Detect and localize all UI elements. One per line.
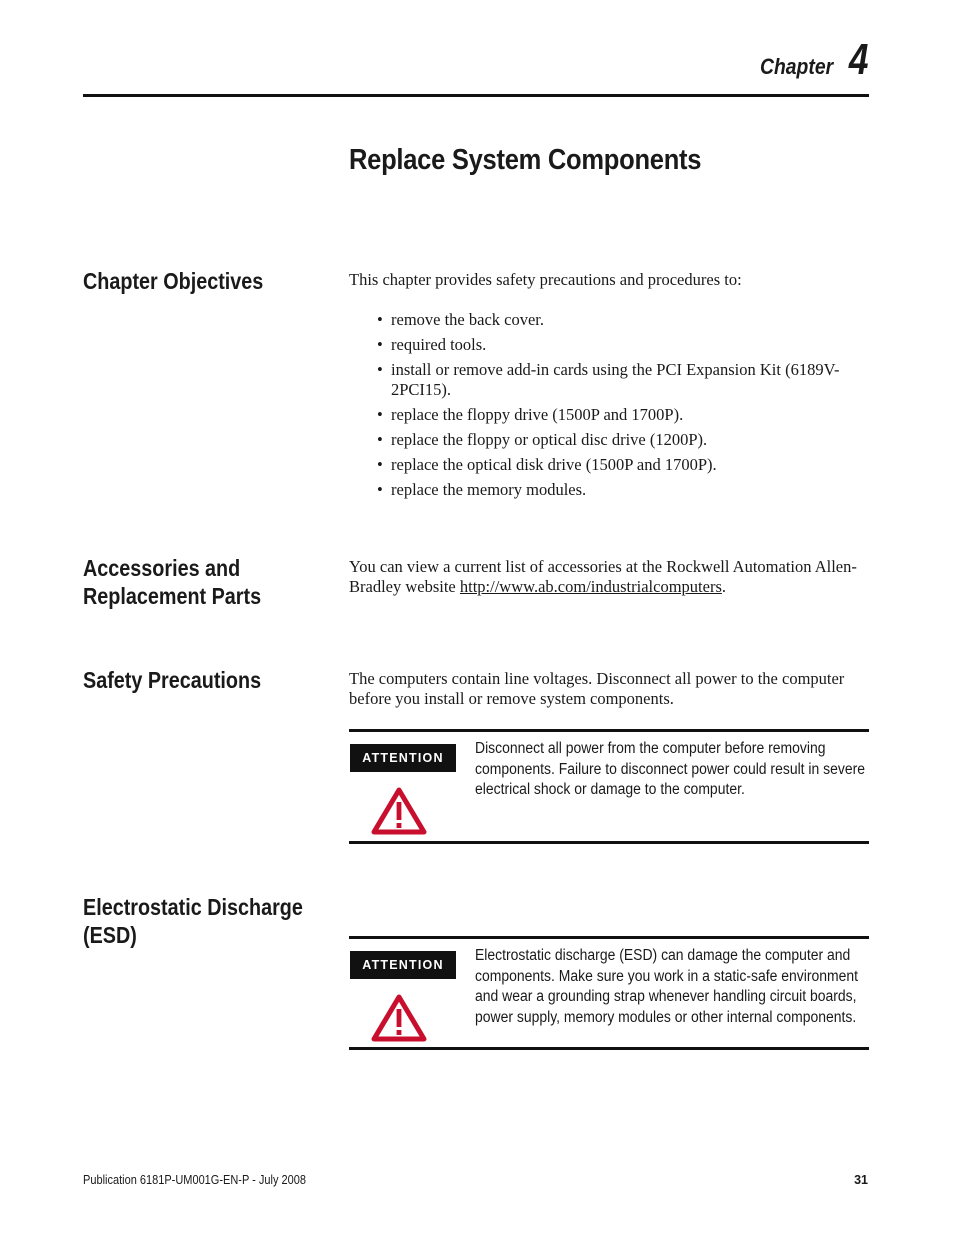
list-item: • replace the floppy drive (1500P and 1700P). [377,405,857,425]
warning-triangle-icon [371,994,427,1042]
attention-badge: ATTENTION [350,951,456,979]
section-heading-safety: Safety Precautions [83,667,262,693]
list-item: • replace the optical disk drive (1500P and 1700P). [377,455,857,475]
accessories-heading-line2: Replacement Parts [83,583,262,609]
page-title: Replace System Components [349,144,702,176]
list-item: • required tools. [377,335,857,355]
accessories-website-link[interactable]: http://www.ab.com/industrialcomputers [459,577,722,596]
accessories-heading-line1: Accessories and [83,555,241,581]
section-heading-esd [83,893,303,949]
safety-text: The computers contain line voltages. Disconnect all power to the computer before you install or remove system components. [349,669,845,708]
chapter-number: 4 [848,35,868,84]
chapter-word: Chapter [760,54,834,79]
attention-box-esd [349,936,869,1050]
warning-triangle-icon [371,787,427,835]
attention-text: Disconnect all power from the computer before removing components. Failure to disconnect power could result in severe electrical shock or damage to the computer. [475,740,866,798]
list-item: • replace the memory modules. [377,480,857,500]
chapter-label [750,35,868,84]
header-rule [83,94,869,97]
esd-heading-line2: (ESD) [83,922,137,948]
attention-box-power [349,729,869,844]
objectives-intro: This chapter provides safety precautions and procedures to: [349,270,742,289]
footer-publication: Publication 6181P-UM001G-EN-P - July 2008 [83,1173,306,1187]
objectives-list [377,310,857,505]
list-item: • remove the back cover. [377,310,857,330]
attention-badge: ATTENTION [350,744,456,772]
footer-page-number: 31 [854,1173,868,1187]
section-heading-objectives: Chapter Objectives [83,268,264,294]
list-item: • replace the floppy or optical disc drive (1200P). [377,430,857,450]
list-item: • install or remove add-in cards using the PCI Expansion Kit (6189V-2PCI15). [377,360,857,400]
accessories-text [349,557,869,597]
attention-text: Electrostatic discharge (ESD) can damage the computer and components. Make sure you work in a static-safe environment and wear a grounding strap whenever handling circuit boards, power supply, memory modules or other internal components. [475,947,859,1026]
esd-heading-line1: Electrostatic Discharge [83,894,303,920]
section-heading-accessories [83,554,261,610]
accessories-text-after-link: . [721,577,726,596]
accessories-text-before-link: You can view a current list of accessories at the Rockwell Automation Allen-Bradley website [349,557,857,596]
